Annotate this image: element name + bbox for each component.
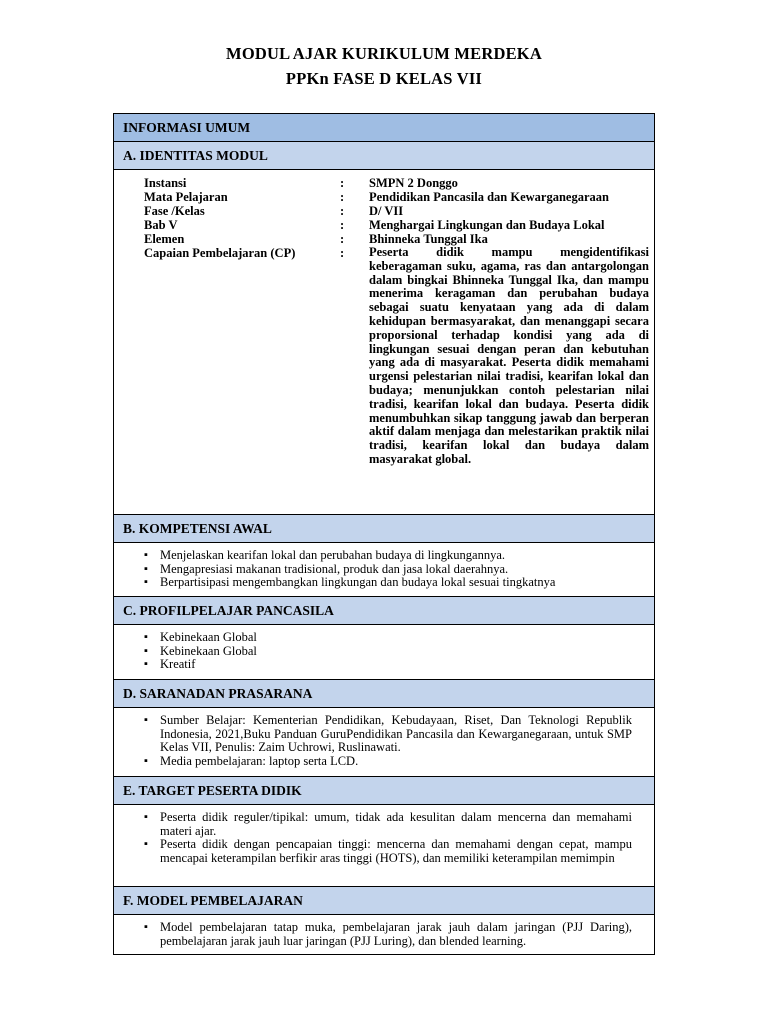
section-model-body bbox=[114, 915, 654, 954]
section-sarana-header: D. SARANADAN PRASARANA bbox=[114, 680, 654, 708]
list-item: ▪ Media pembelajaran: laptop serta LCD. bbox=[144, 755, 632, 769]
identitas-colon: : bbox=[340, 176, 345, 190]
identitas-value: Menghargai Lingkungan dan Budaya Lokal bbox=[369, 218, 605, 232]
identitas-value: SMPN 2 Donggo bbox=[369, 176, 458, 190]
list-item: ▪ Kebinekaan Global bbox=[144, 631, 634, 645]
identitas-label: Mata Pelajaran bbox=[144, 190, 228, 204]
section-identitas-header: A. IDENTITAS MODUL bbox=[114, 142, 654, 170]
section-profil-body bbox=[114, 625, 654, 680]
identitas-label: Elemen bbox=[144, 232, 185, 246]
sarana-list bbox=[144, 714, 632, 769]
identitas-colon: : bbox=[340, 232, 345, 246]
profil-list bbox=[144, 631, 634, 672]
identitas-label: Instansi bbox=[144, 176, 187, 190]
section-informasi-umum-header: INFORMASI UMUM bbox=[114, 114, 654, 142]
identitas-colon: : bbox=[340, 218, 345, 232]
list-item: ▪ Sumber Belajar: Kementerian Pendidikan, Kebudayaan, Riset, Dan Teknologi Republik Indonesia, 2021,Buku Panduan GuruPendidikan Pancasila dan Kewarganegaraan, untuk SMP Kelas VII, Penulis: Zaim Uchrowi, Ruslinawati. bbox=[144, 714, 632, 755]
list-item: ▪ Berpartisipasi mengembangkan lingkungan dan budaya lokal sesuai tingkatnya bbox=[144, 576, 634, 590]
model-list bbox=[144, 921, 632, 948]
section-sarana-body bbox=[114, 708, 654, 777]
list-item: ▪ Model pembelajaran tatap muka, pembelajaran jarak jauh dalam jaringan (PJJ Daring), pembelajaran jarak jauh luar jaringan (PJJ Luring), dan blended learning. bbox=[144, 921, 632, 948]
identitas-label: Bab V bbox=[144, 218, 178, 232]
document-subtitle: PPKn FASE D KELAS VII bbox=[285, 69, 483, 88]
identitas-label: Fase /Kelas bbox=[144, 204, 205, 218]
identitas-colon: : bbox=[340, 190, 345, 204]
identitas-colon: : bbox=[340, 204, 345, 218]
section-kompetensi-body bbox=[114, 543, 654, 597]
capaian-pembelajaran-text: Peserta didik mampu mengidentifikasi keberagaman suku, agama, ras dan antargolongan dalam bingkai Bhinneka Tunggal Ika, dan mampu menerima keragaman dan perubahan budaya sebagai suatu kenyataan yang ada di dalam kehidupan bermasyarakat, dan menanggapi secara proporsional terhadap kondisi yang ada di lingkungan sesuai dengan peran dan kebutuhan yang ada di masyarakat. Peserta didik memahami urgensi pelestarian nilai tradisi, kearifan lokal dan budaya; menunjukkan contoh pelestarian nilai tradisi, kearifan lokal dan budaya. Peserta didik menumbuhkan sikap tanggung jawab dan berperan aktif dalam menjaga dan melestarikan praktik nilai tradisi, kearifan lokal dan budaya dalam masyarakat global. bbox=[369, 245, 649, 466]
list-item: ▪ Peserta didik reguler/tipikal: umum, tidak ada kesulitan dalam mencerna dan memahami materi ajar. bbox=[144, 811, 632, 838]
section-kompetensi-header: B. KOMPETENSI AWAL bbox=[114, 515, 654, 543]
kompetensi-list bbox=[144, 549, 634, 590]
list-item: ▪ Kreatif bbox=[144, 658, 634, 672]
section-target-body bbox=[114, 805, 654, 887]
document-title: MODUL AJAR KURIKULUM MERDEKA bbox=[226, 44, 542, 63]
identitas-value: Pendidikan Pancasila dan Kewarganegaraan bbox=[369, 190, 609, 204]
section-target-header: E. TARGET PESERTA DIDIK bbox=[114, 777, 654, 805]
list-item: ▪ Peserta didik dengan pencapaian tinggi: mencerna dan memahami dengan cepat, mampu mencapai keterampilan berfikir aras tinggi (HOTS), dan memiliki keterampilan memimpin bbox=[144, 838, 632, 865]
list-item: ▪ Mengapresiasi makanan tradisional, produk dan jasa lokal daerahnya. bbox=[144, 563, 634, 577]
list-item: ▪ Menjelaskan kearifan lokal dan perubahan budaya di lingkungannya. bbox=[144, 549, 634, 563]
identitas-value: Bhinneka Tunggal Ika bbox=[369, 232, 488, 246]
identitas-value: D/ VII bbox=[369, 204, 404, 218]
identitas-label: Capaian Pembelajaran (CP) bbox=[144, 246, 296, 260]
identitas-colon: : bbox=[340, 246, 345, 260]
section-profil-header: C. PROFILPELAJAR PANCASILA bbox=[114, 597, 654, 625]
list-item: ▪ Kebinekaan Global bbox=[144, 645, 634, 659]
section-identitas-body bbox=[114, 170, 654, 515]
section-model-header: F. MODEL PEMBELAJARAN bbox=[114, 887, 654, 915]
target-list bbox=[144, 811, 632, 866]
module-table bbox=[113, 113, 655, 955]
